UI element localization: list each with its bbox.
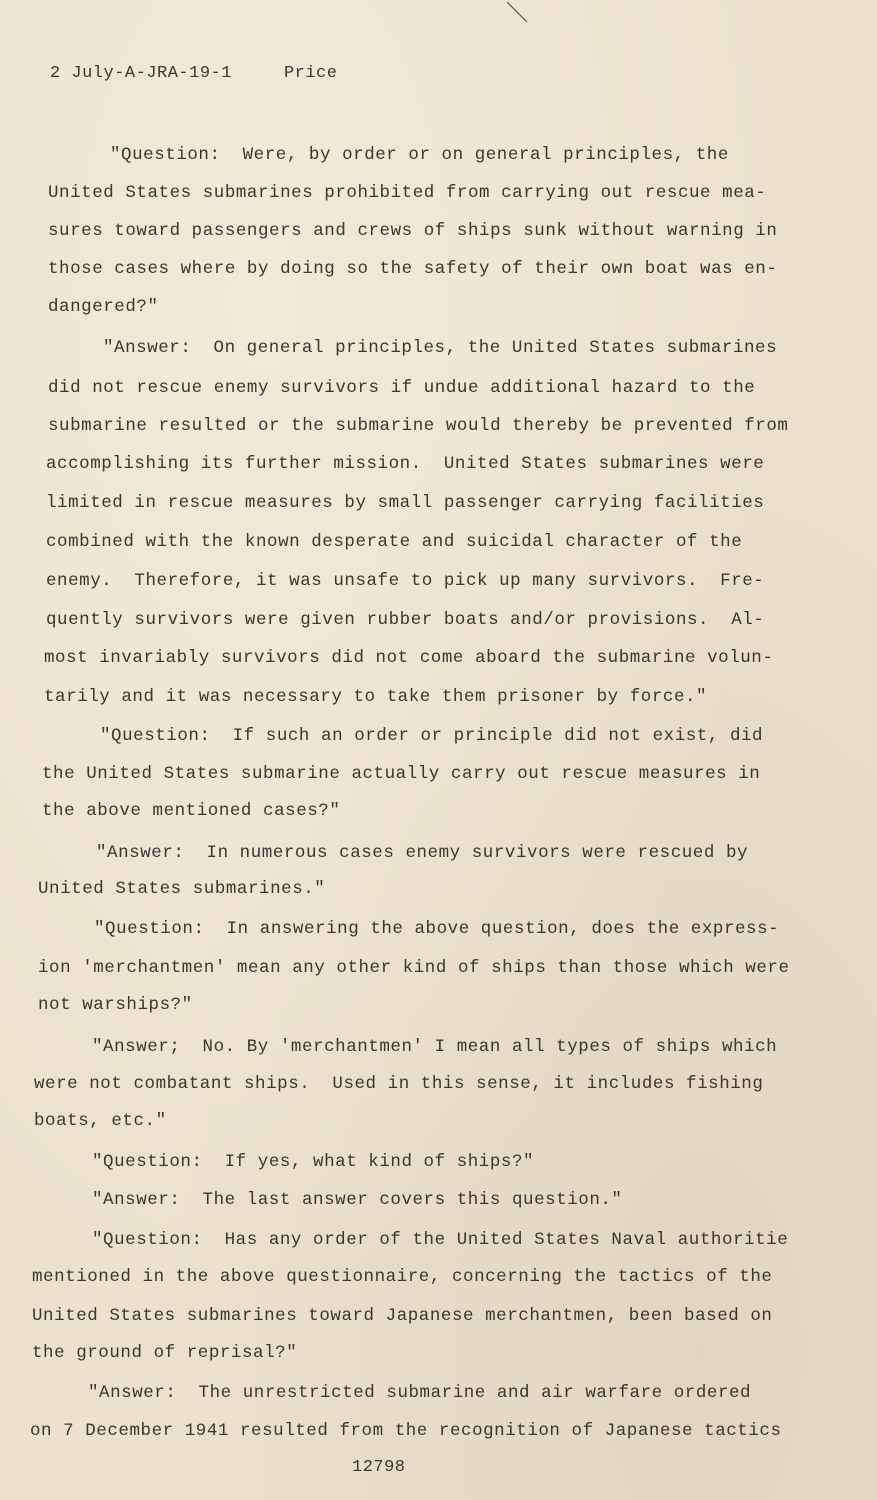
text-line: boats, etc.": [34, 1111, 167, 1131]
page-number: 12798: [352, 1458, 406, 1477]
text-line: "Question: Has any order of the United States Naval authoritie: [92, 1230, 789, 1250]
text-line: "Answer: In numerous cases enemy survivors were rescued by: [96, 843, 749, 863]
text-line: United States submarines.": [38, 879, 326, 899]
text-line: the ground of reprisal?": [32, 1343, 298, 1363]
text-line: did not rescue enemy survivors if undue additional hazard to the: [48, 378, 756, 398]
text-line: quently survivors were given rubber boats and/or provisions. Al-: [46, 610, 765, 630]
witness-name: Price: [283, 64, 338, 83]
text-line: ion 'merchantmen' mean any other kind of ships than those which were: [38, 958, 790, 978]
text-line: "Answer: The last answer covers this question.": [92, 1190, 623, 1210]
text-line: "Answer; No. By 'merchantmen' I mean all types of ships which: [92, 1037, 778, 1057]
text-line: United States submarines toward Japanese merchantmen, been based on: [32, 1306, 773, 1326]
text-line: not warships?": [38, 995, 193, 1015]
text-line: "Answer: On general principles, the United States submarines: [103, 338, 778, 358]
text-line: United States submarines prohibited from carrying out rescue mea-: [48, 183, 767, 203]
text-line: "Question: If such an order or principle did not exist, did: [100, 726, 764, 746]
text-line: tarily and it was necessary to take them prisoner by force.": [44, 687, 708, 707]
text-line: mentioned in the above questionnaire, concerning the tactics of the: [32, 1267, 773, 1287]
text-line: "Answer: The unrestricted submarine and air warfare ordered: [88, 1383, 752, 1403]
document-reference: 2 July-A-JRA-19-1: [50, 64, 232, 83]
text-line: sures toward passengers and crews of ships sunk without warning in: [48, 221, 778, 241]
pencil-mark: [505, 0, 535, 26]
text-line: combined with the known desperate and suicidal character of the: [46, 532, 743, 552]
text-line: "Question: If yes, what kind of ships?": [92, 1152, 535, 1172]
text-line: accomplishing its further mission. United States submarines were: [46, 454, 765, 474]
text-line: enemy. Therefore, it was unsafe to pick up many survivors. Fre-: [46, 571, 765, 591]
page-header: [50, 64, 337, 83]
text-line: the above mentioned cases?": [42, 801, 341, 821]
text-line: the United States submarine actually carry out rescue measures in: [42, 764, 761, 784]
text-line: on 7 December 1941 resulted from the recognition of Japanese tactics: [30, 1421, 782, 1441]
text-line: "Question: Were, by order or on general principles, the: [110, 145, 729, 165]
text-line: limited in rescue measures by small passenger carrying facilities: [46, 493, 765, 513]
text-line: those cases where by doing so the safety of their own boat was en-: [48, 259, 778, 279]
text-line: "Question: In answering the above question, does the express-: [94, 919, 780, 939]
text-line: were not combatant ships. Used in this sense, it includes fishing: [34, 1074, 764, 1094]
text-line: most invariably survivors did not come aboard the submarine volun-: [44, 648, 774, 668]
text-line: dangered?": [48, 297, 159, 317]
text-line: submarine resulted or the submarine would thereby be prevented from: [48, 416, 789, 436]
